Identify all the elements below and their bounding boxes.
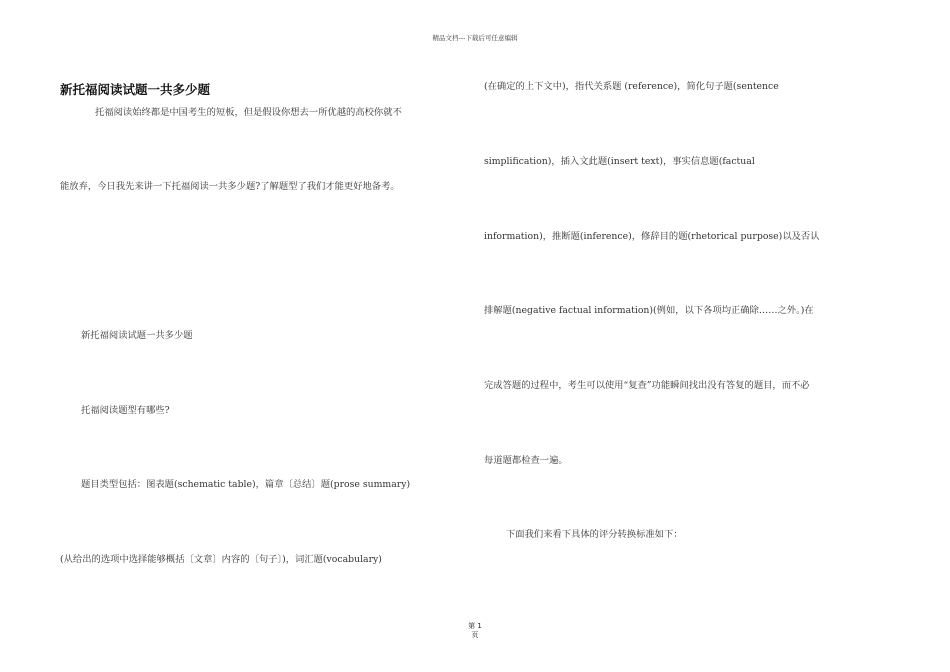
article-title: 新托福阅读试题一共多少题 [60,82,211,97]
left-paragraph-line: 托福阅读始终都是中国考生的短板，但是假设你想去一所优越的高校你就不 [95,107,402,118]
right-paragraph-line: 排解题(negative factual information)(例如，以下各项均正确除……之外。)在 [484,305,814,316]
left-paragraph-line: 托福阅读题型有哪些? [81,405,170,416]
left-paragraph-line: 能放弃，今日我先来讲一下托福阅读一共多少题?了解题型了我们才能更好地备考。 [60,181,400,192]
page-number-suffix: 页 [471,631,479,639]
right-paragraph-line: information)，推断题(inference)，修辞目的题(rhetorical purpose)以及否认 [484,231,820,242]
page-header: 精品文档---下载后可任意编辑 [432,34,518,42]
right-paragraph-line: simplification)，插入文此题(insert text)，事实信息题(factual [484,156,755,167]
left-paragraph-line: (从给出的选项中选择能够概括〔文章〕内容的〔句子〕)，词汇题(vocabulary) [60,554,382,565]
page-number: 第 1 [468,622,482,630]
left-paragraph-line: 新托福阅读试题一共多少题 [81,330,193,341]
right-paragraph-line: (在确定的上下文中)，指代关系题 (reference)，简化句子题(sentence [484,81,779,92]
left-paragraph-line: 题目类型包括：图表题(schematic table)，篇章〔总结〕题(prose summary) [81,479,411,490]
right-paragraph-line: 每道题都检查一遍。 [484,455,568,466]
right-paragraph-line: 完成答题的过程中，考生可以使用“复查”功能瞬间找出没有答复的题目，而不必 [484,380,810,391]
right-paragraph-line: 下面我们来看下具体的评分转换标准如下： [506,529,683,540]
